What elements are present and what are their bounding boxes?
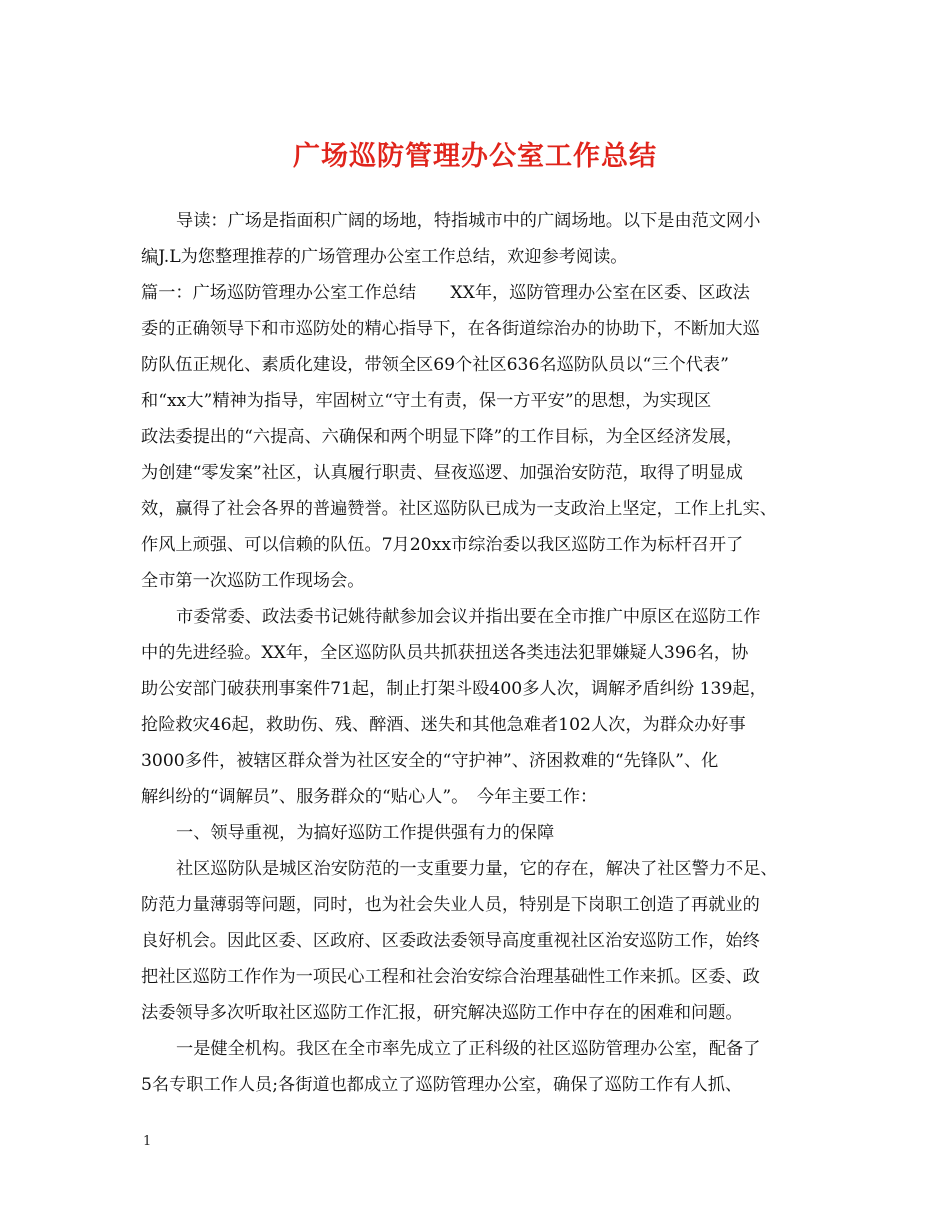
paragraph-line: 抢险救灾46起，救助伤、残、醉酒、迷失和其他急难者102人次，为群众办好事 [141,715,746,735]
paragraph-line: 政法委提出的“六提高、六确保和两个明显下降”的工作目标，为全区经济发展， [141,427,743,447]
paragraph-line: 解纠纷的“调解员”、服务群众的“贴心人”。 今年主要工作： [141,787,598,807]
section-heading: 一、领导重视，为搞好巡防工作提供强有力的保障 [176,823,555,843]
paragraph-line: 编J.L为您整理推荐的广场管理办公室工作总结，欢迎参考阅读。 [141,247,628,267]
paragraph-line: 5名专职工作人员;各街道也都成立了巡防管理办公室，确保了巡防工作有人抓、 [141,1075,743,1095]
page-number: 1 [143,1134,152,1149]
paragraph-line: 良好机会。因此区委、区政府、区委政法委领导高度重视社区治安巡防工作，始终 [141,931,760,951]
paragraph-line: 委的正确领导下和市巡防处的精心指导下，在各街道综治办的协助下，不断加大巡 [141,319,760,339]
document-title: 广场巡防管理办公室工作总结 [293,141,657,172]
paragraph-line: 法委领导多次听取社区巡防工作汇报，研究解决巡防工作中存在的困难和问题。 [141,1003,743,1023]
paragraph-line: 把社区巡防工作作为一项民心工程和社会治安综合治理基础性工作来抓。区委、政 [141,967,760,987]
paragraph-line: 市委常委、政法委书记姚待献参加会议并指出要在全市推广中原区在巡防工作 [176,607,761,627]
paragraph-line: 为创建“零发案”社区，认真履行职责、昼夜巡逻、加强治安防范，取得了明显成 [141,463,743,483]
paragraph-line: 导读：广场是指面积广阔的场地，特指城市中的广阔场地。以下是由范文网小 [176,211,761,231]
paragraph-line: 作风上顽强、可以信赖的队伍。7月20xx市综治委以我区巡防工作为标杆召开了 [141,535,744,555]
paragraph-line: 效，赢得了社会各界的普遍赞誉。社区巡防队已成为一支政治上坚定，工作上扎实、 [141,499,777,519]
paragraph-line: 一是健全机构。我区在全市率先成立了正科级的社区巡防管理办公室，配备了 [176,1039,761,1059]
paragraph-line: 中的先进经验。XX年，全区巡防队员共抓获扭送各类违法犯罪嫌疑人396名，协 [141,643,749,663]
paragraph-line: 和“xx大”精神为指导，牢固树立“守土有责，保一方平安”的思想，为实现区 [141,391,712,411]
paragraph-line: 社区巡防队是城区治安防范的一支重要力量，它的存在，解决了社区警力不足、 [176,859,778,879]
paragraph-line: 防队伍正规化、素质化建设，带领全区69个社区636名巡防队员以“三个代表” [141,355,729,375]
paragraph-line: 3000多件，被辖区群众誉为社区安全的“守护神”、济困救难的“先锋队”、化 [141,751,719,771]
paragraph-line: 防范力量薄弱等问题，同时，也为社会失业人员，特别是下岗职工创造了再就业的 [141,895,760,915]
paragraph-line: 助公安部门破获刑事案件71起，制止打架斗殴400多人次，调解矛盾纠纷 139起， [141,679,767,699]
paragraph-line: 篇一：广场巡防管理办公室工作总结 XX年，巡防管理办公室在区委、区政法 [141,283,750,303]
paragraph-line: 全市第一次巡防工作现场会。 [141,571,365,591]
